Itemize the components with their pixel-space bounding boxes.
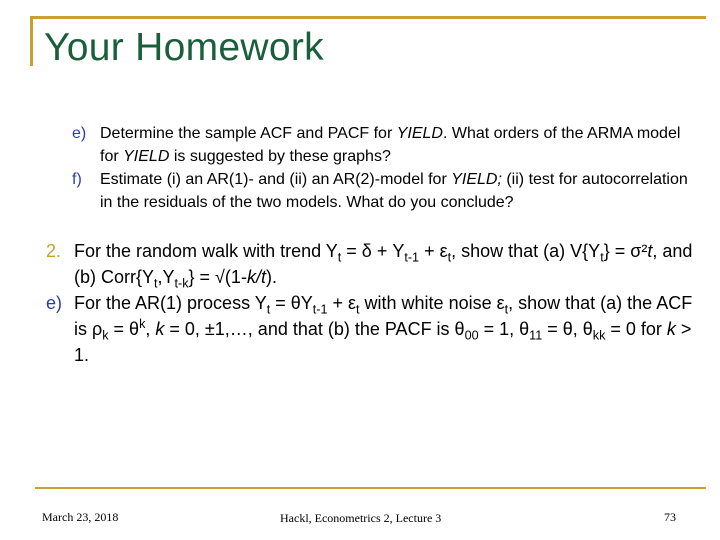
list-item <box>72 122 700 168</box>
text-segment: + ε <box>327 293 357 313</box>
text-segment: For the random walk with trend Y <box>74 241 338 261</box>
text-segment: , show that (a) V{Y <box>451 241 601 261</box>
text-segment: k/t <box>246 267 266 287</box>
list-marker: e) <box>72 125 87 142</box>
title-rule-left <box>30 16 33 66</box>
text-segment: = 1, θ <box>478 319 530 339</box>
text-segment: = θ <box>108 319 140 339</box>
text-segment: k <box>666 319 676 339</box>
text-segment: + ε <box>419 241 448 261</box>
list-item <box>72 168 700 214</box>
list-item-text <box>74 238 694 290</box>
text-segment: ,Y <box>157 267 175 287</box>
text-segment: 00 <box>464 328 479 343</box>
text-segment: t-1 <box>404 250 420 265</box>
text-segment: t-1 <box>312 302 328 317</box>
text-segment: = δ + Y <box>341 241 405 261</box>
text-segment: t <box>600 250 604 265</box>
text-segment: . What orders of the ARMA model for <box>100 125 681 165</box>
text-segment: k <box>139 317 146 331</box>
footer-date: March 23, 2018 <box>42 510 119 524</box>
text-segment: t <box>356 302 360 317</box>
title-rule-top <box>30 16 706 19</box>
text-segment: YIELD <box>123 148 170 165</box>
list-item <box>46 290 694 368</box>
text-segment: } = σ² <box>603 241 648 261</box>
list-item-text <box>100 168 700 214</box>
footer-course: Hackl, Econometrics 2, Lecture 3 <box>280 511 442 525</box>
text-segment: YIELD; <box>451 171 502 188</box>
text-segment: kk <box>592 328 606 343</box>
text-segment: = θY <box>270 293 313 313</box>
text-segment: , and (b) Corr{Y <box>74 241 693 287</box>
text-segment: with white noise ε <box>359 293 505 313</box>
text-segment: t <box>154 276 158 291</box>
text-segment: t-k <box>174 276 189 291</box>
footer-rule <box>35 487 706 489</box>
text-segment: , <box>145 319 156 339</box>
list-marker: f) <box>72 171 82 188</box>
page-number: 73 <box>664 510 676 524</box>
list-item-text <box>100 122 700 168</box>
text-segment: t <box>266 302 271 317</box>
text-segment: = 0, ±1,…, and that (b) the PACF is θ <box>164 319 465 339</box>
text-segment: t <box>504 302 509 317</box>
text-segment: 11 <box>529 328 543 343</box>
text-segment: (ii) test for autocorrelation in the residuals of the two models. What do you conclude? <box>100 171 688 211</box>
text-segment: , show that (a) the ACF is ρ <box>74 293 693 339</box>
text-segment: Determine the sample ACF and PACF for <box>100 125 397 142</box>
text-segment: } = √(1- <box>188 267 247 287</box>
text-segment: is suggested by these graphs? <box>169 148 391 165</box>
text-segment: YIELD <box>396 125 443 142</box>
text-segment: = 0 for <box>605 319 667 339</box>
list-item-text <box>74 290 694 368</box>
slide-title: Your Homework <box>44 26 324 69</box>
text-segment: ). <box>265 267 277 287</box>
text-segment: t <box>337 250 342 265</box>
text-segment: > 1. <box>74 319 692 365</box>
text-segment: For the AR(1) process Y <box>74 293 267 313</box>
list-marker: e) <box>46 293 63 313</box>
text-segment: t <box>647 241 653 261</box>
list-item <box>46 238 694 290</box>
text-segment: = θ, θ <box>542 319 593 339</box>
text-segment: Estimate (i) an AR(1)- and (ii) an AR(2)-model for <box>100 171 452 188</box>
text-segment: k <box>102 328 109 343</box>
text-segment: t <box>447 250 452 265</box>
list-marker: 2. <box>46 241 62 261</box>
text-segment: k <box>155 319 165 339</box>
